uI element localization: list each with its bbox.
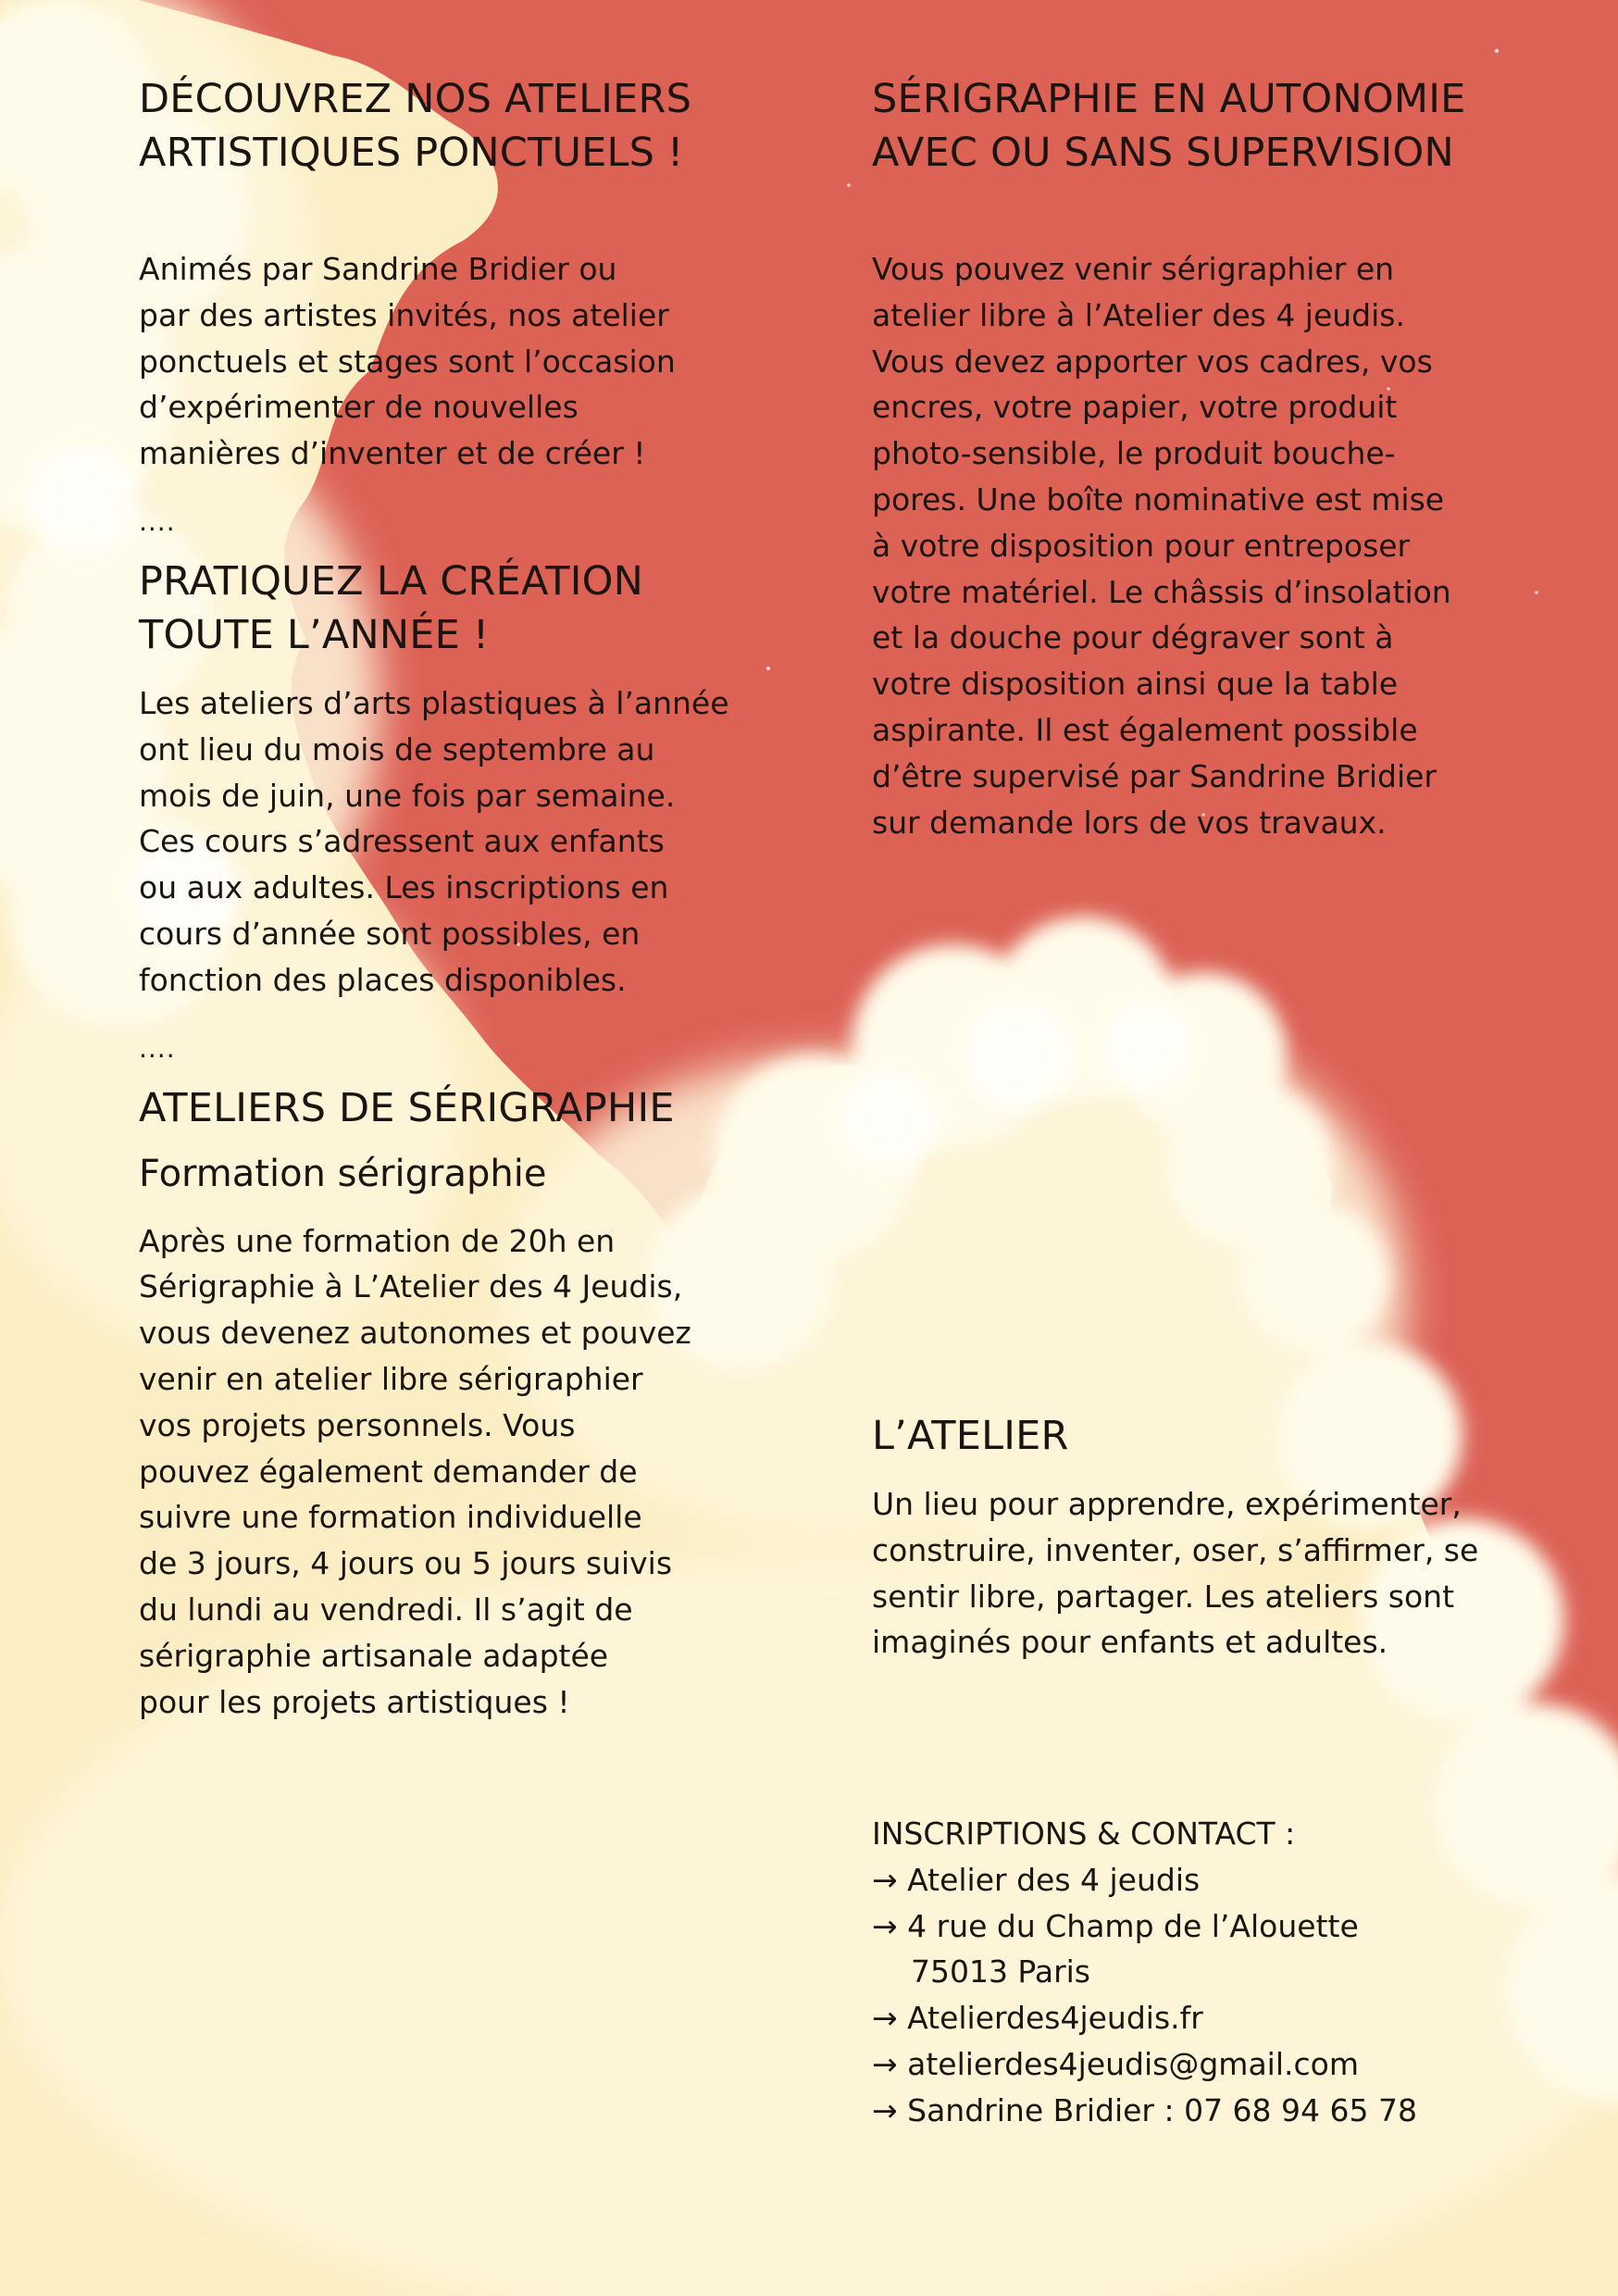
right-column [872, 72, 1511, 2128]
heading-ateliers-serigraphie: ATELIERS DE SÉRIGRAPHIE [139, 1084, 675, 1131]
heading-atelier: L’ATELIER [872, 1413, 1069, 1459]
heading-creation-annee [139, 555, 731, 662]
contact-line-address: → 4 rue du Champ de l’Alouette [872, 1907, 1359, 1944]
paragraph-ponctuels: Animés par Sandrine Bridier ou par des artistes invités, nos atelier ponctuels et stages sont l’occasion d’expérimenter de nouvelles manières d’inventer et de créer ! [139, 251, 676, 472]
heading-line-1: DÉCOUVREZ NOS ATELIERS [139, 76, 692, 122]
contact-line-website[interactable]: → Atelierdes4jeudis.fr [872, 2000, 1203, 2037]
heading-serigraphie-autonomie [872, 72, 1511, 180]
left-column [139, 72, 731, 1725]
paragraph-autonomie: Vous pouvez venir sérigraphier en atelier libre à l’Atelier des 4 jeudis. Vous devez apporter vos cadres, vos encres, votre papier, votre produit photo-sensible, le produit bouche- pores. Une boîte nominative est mise à votre disposition pour entreposer votre matériel. Le châssis d’insolation et la douche pour dégraver sont à votre disposition ainsi que la table aspirante. Il est également possible d’être supervisé par Sandrine Bridier sur demande lors de vos travaux. [872, 251, 1451, 841]
section-atelier [872, 1409, 1511, 1666]
contact-line-name: → Atelier des 4 jeudis [872, 1861, 1201, 1898]
section-serigraphie [139, 1081, 731, 1726]
heading-ateliers-ponctuels [139, 72, 731, 180]
heading-line-2: TOUTE L’ANNÉE ! [139, 611, 490, 658]
separator-dots: .... [139, 505, 176, 537]
paragraph-atelier: Un lieu pour apprendre, expérimenter, construire, inventer, oser, s’affirmer, se sentir libre, partager. Les ateliers sont imaginés pour enfants et adultes. [872, 1486, 1479, 1661]
heading-line-1: SÉRIGRAPHIE EN AUTONOMIE [872, 76, 1466, 122]
contact-line-city: 75013 Paris [872, 1953, 1090, 1990]
paragraph-formation-serigraphie: Après une formation de 20h en Sérigraphie à L’Atelier des 4 Jeudis, vous devenez autonomes et pouvez venir en atelier libre sérigraphier vos projets personnels. Vous pouvez également demander de suivre une formation individuelle de 3 jours, 4 jours ou 5 jours suivis du lundi au vendredi. Il s’agit de sérigraphie artisanale adaptée pour les projets artistiques ! [139, 1222, 691, 1720]
contact-heading: INSCRIPTIONS & CONTACT : [872, 1816, 1296, 1852]
contact-line-email[interactable]: → atelierdes4jeudis@gmail.com [872, 2045, 1359, 2082]
subheading-formation-serigraphie: Formation sérigraphie [139, 1152, 547, 1195]
section-autonomie [872, 72, 1511, 845]
heading-line-2: AVEC OU SANS SUPERVISION [872, 130, 1454, 176]
paragraph-creation-annee: Les ateliers d’arts plastiques à l’année ont lieu du mois de septembre au mois de juin, une fois par semaine. Ces cours s’adressent aux enfants ou aux adultes. Les inscriptions en cours d’année sont possibles, en fonction des places disponibles. [139, 684, 729, 998]
section-ponctuels [139, 72, 731, 477]
heading-line-1: PRATIQUEZ LA CRÉATION [139, 557, 644, 605]
contact-line-phone[interactable]: → Sandrine Bridier : 07 68 94 65 78 [872, 2091, 1417, 2128]
section-contact [872, 1811, 1511, 2134]
separator-dots: .... [139, 1032, 176, 1064]
heading-line-2: ARTISTIQUES PONCTUELS ! [139, 130, 684, 176]
section-creation-annee [139, 555, 731, 1004]
